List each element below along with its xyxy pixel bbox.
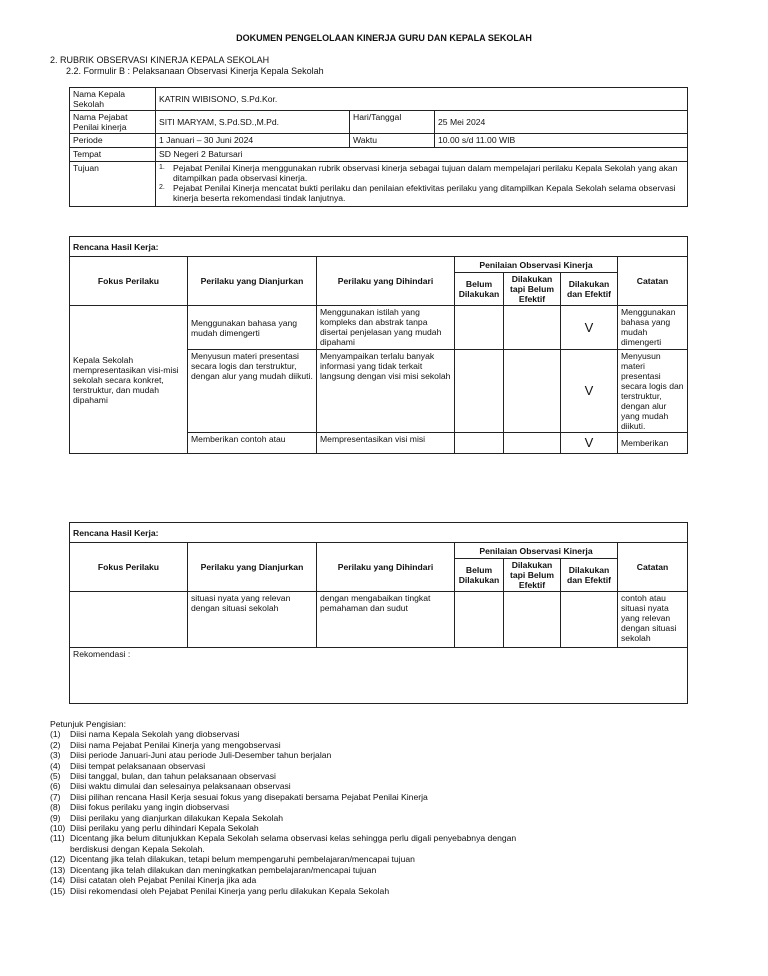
- tujuan-item: 2. Pejabat Penilai Kinerja mencatat bukti perilaku dan penilaian efektivitas perilaku yang ditampilkan Kepala Sekolah selama observasi kinerja beserta rekomendasi tindak lanjutnya.: [159, 183, 676, 203]
- waktu-label: Waktu: [350, 134, 435, 148]
- list-item: [50, 761, 550, 771]
- dianjurkan-cell: Menggunakan bahasa yang mudah dimengerti: [188, 306, 317, 350]
- list-item-number: (12): [50, 854, 66, 865]
- catatan-cell: Menggunakan bahasa yang mudah dimengerti: [618, 306, 688, 350]
- efektif-cell[interactable]: [561, 592, 618, 648]
- tempat-value: SD Negeri 2 Batursari: [156, 148, 688, 162]
- list-item-number: (11): [50, 833, 65, 844]
- belum-cell[interactable]: [455, 592, 504, 648]
- list-item: [50, 813, 550, 823]
- dianjurkan-cell: Memberikan contoh atau: [188, 433, 317, 454]
- fokus-cell: Kepala Sekolah mempresentasikan visi-misi sekolah secara konkret, terstruktur, dan mudah dipahami: [70, 306, 188, 454]
- list-item-number: (1): [50, 729, 61, 740]
- identity-table: [69, 87, 688, 207]
- catatan-header: Catatan: [618, 257, 688, 306]
- list-item-text: Diisi catatan oleh Pejabat Penilai Kinerja jika ada: [70, 875, 257, 886]
- tujuan-label: Tujuan: [70, 162, 156, 207]
- kepala-label: Nama Kepala Sekolah: [70, 88, 156, 111]
- rubric-table-1: [69, 236, 688, 454]
- table-row: [70, 592, 688, 648]
- belum-efektif-cell[interactable]: [504, 433, 561, 454]
- list-item: [50, 802, 550, 812]
- catatan-cell: Memberikan: [618, 433, 688, 454]
- list-item-number: (13): [50, 864, 66, 875]
- list-item-text: Diisi nama Kepala Sekolah yang diobservasi: [70, 729, 240, 740]
- list-item: [50, 792, 550, 802]
- list-item-text: Diisi perilaku yang dianjurkan dilakukan Kepala Sekolah: [70, 812, 284, 823]
- rekomendasi-field[interactable]: Rekomendasi :: [70, 648, 688, 704]
- belum-efektif-cell[interactable]: [504, 350, 561, 433]
- list-item-number: (6): [50, 781, 61, 792]
- list-item: [50, 750, 550, 760]
- dihindari-cell: Mempresentasikan visi misi: [317, 433, 455, 454]
- catatan-cell: Menyusun materi presentasi secara logis dan terstruktur, dengan alur yang mudah diikuti.: [618, 350, 688, 433]
- belum-efektif-cell[interactable]: [504, 592, 561, 648]
- list-item-text: Diisi pilihan rencana Hasil Kerja sesuai fokus yang disepakati bersama Pejabat Penilai Kinerja: [70, 791, 428, 802]
- periode-value: 1 Januari – 30 Juni 2024: [156, 134, 350, 148]
- hari-value: 25 Mei 2024: [435, 111, 688, 134]
- list-item-number: (10): [50, 823, 66, 834]
- list-item-text: Diisi tempat pelaksanaan observasi: [70, 760, 206, 771]
- list-item-text: Diisi waktu dimulai dan selesainya pelaksanaan observasi: [70, 781, 291, 792]
- pejabat-value: SITI MARYAM, S.Pd.SD.,M.Pd.: [156, 111, 350, 134]
- tujuan-item: 1. Pejabat Penilai Kinerja menggunakan rubrik observasi kinerja sebagai tujuan dalam mempelajari perilaku Kepala Sekolah yang akan ditampilkan pada observasi kinerja.: [159, 163, 678, 183]
- fokus-header: Fokus Perilaku: [70, 543, 188, 592]
- list-item: [50, 781, 550, 791]
- belum-cell[interactable]: [455, 433, 504, 454]
- section-heading: 2. RUBRIK OBSERVASI KINERJA KEPALA SEKOLAH: [50, 55, 270, 65]
- list-item-text: Diisi fokus perilaku yang ingin diobservasi: [70, 802, 230, 813]
- efektif-header: Dilakukan dan Efektif: [561, 273, 618, 306]
- list-item-text: Diisi nama Pejabat Penilai Kinerja yang mengobservasi: [70, 739, 281, 750]
- belum-efektif-cell[interactable]: [504, 306, 561, 350]
- belum-cell[interactable]: [455, 306, 504, 350]
- dihindari-header: Perilaku yang Dihindari: [317, 257, 455, 306]
- belum-header: Belum Dilakukan: [455, 559, 504, 592]
- list-item-number: (2): [50, 739, 61, 750]
- list-item-number: (4): [50, 760, 61, 771]
- pejabat-label: Nama Pejabat Penilai kinerja: [70, 111, 156, 134]
- dihindari-header: Perilaku yang Dihindari: [317, 543, 455, 592]
- dihindari-cell: Menyampaikan terlalu banyak informasi yang tidak terkait langsung dengan visi misi sekolah: [317, 350, 455, 433]
- tempat-label: Tempat: [70, 148, 156, 162]
- catatan-cell: contoh atau situasi nyata yang relevan dengan situasi sekolah: [618, 592, 688, 648]
- efektif-check[interactable]: V: [561, 306, 618, 350]
- list-item-number: (8): [50, 802, 61, 813]
- list-item: [50, 833, 550, 854]
- list-item: [50, 854, 550, 864]
- fokus-header: Fokus Perilaku: [70, 257, 188, 306]
- list-item-text: Dicentang jika telah dilakukan dan meningkatkan pembelajaran/mencapai tujuan: [70, 864, 377, 875]
- list-item-number: (9): [50, 812, 61, 823]
- petunjuk-title: Petunjuk Pengisian:: [50, 719, 126, 729]
- document-title: DOKUMEN PENGELOLAAN KINERJA GURU DAN KEPALA SEKOLAH: [236, 33, 532, 43]
- waktu-value: 10.00 s/d 11.00 WIB: [435, 134, 688, 148]
- efektif-check[interactable]: V: [561, 433, 618, 454]
- belum-header: Belum Dilakukan: [455, 273, 504, 306]
- list-item: [50, 875, 550, 885]
- list-item: [50, 740, 550, 750]
- list-item-number: (14): [50, 875, 66, 886]
- list-item-text: Diisi perilaku yang perlu dihindari Kepala Sekolah: [70, 823, 259, 834]
- table-row: [70, 306, 688, 350]
- dihindari-cell: dengan mengabaikan tingkat pemahaman dan sudut: [317, 592, 455, 648]
- dihindari-cell: Menggunakan istilah yang kompleks dan abstrak tanpa disertai penjelasan yang mudah dipahami: [317, 306, 455, 350]
- dianjurkan-cell: situasi nyata yang relevan dengan situasi sekolah: [188, 592, 317, 648]
- rubric-table-2: [69, 522, 688, 704]
- efektif-header: Dilakukan dan Efektif: [561, 559, 618, 592]
- list-item: [50, 729, 550, 739]
- list-item: [50, 771, 550, 781]
- penilaian-header: Penilaian Observasi Kinerja: [455, 257, 618, 273]
- dianjurkan-header: Perilaku yang Dianjurkan: [188, 543, 317, 592]
- list-item-text: Dicentang jika telah dilakukan, tetapi belum mempengaruhi pembelajaran/mencapai tujuan: [70, 854, 415, 865]
- periode-label: Periode: [70, 134, 156, 148]
- subsection-heading: 2.2. Formulir B : Pelaksanaan Observasi Kinerja Kepala Sekolah: [66, 66, 324, 76]
- list-item-text: Diisi rekomendasi oleh Pejabat Penilai Kinerja yang perlu dilakukan Kepala Sekolah: [70, 885, 390, 896]
- dianjurkan-cell: Menyusun materi presentasi secara logis dan terstruktur, dengan alur yang mudah diikuti.: [188, 350, 317, 433]
- list-item: [50, 823, 550, 833]
- rencana-label: Rencana Hasil Kerja:: [70, 237, 688, 257]
- list-item-number: (5): [50, 771, 61, 782]
- belum-cell[interactable]: [455, 350, 504, 433]
- tujuan-value: [156, 162, 688, 207]
- list-item-text: Dicentang jika belum ditunjukkan Kepala Sekolah selama observasi kelas sehingga perlu digali penyebabnya dengan berdiskusi dengan Kepala Sekolah.: [70, 833, 517, 854]
- penilaian-header: Penilaian Observasi Kinerja: [455, 543, 618, 559]
- list-item-number: (15): [50, 885, 66, 896]
- list-item-number: (7): [50, 791, 61, 802]
- kepala-value: KATRIN WIBISONO, S.Pd.Kor.: [156, 88, 688, 111]
- list-item-number: (3): [50, 750, 61, 761]
- list-item: [50, 865, 550, 875]
- belum-efektif-header: Dilakukan tapi Belum Efektif: [504, 559, 561, 592]
- dianjurkan-header: Perilaku yang Dianjurkan: [188, 257, 317, 306]
- belum-efektif-header: Dilakukan tapi Belum Efektif: [504, 273, 561, 306]
- catatan-header: Catatan: [618, 543, 688, 592]
- petunjuk-section: [50, 719, 550, 896]
- efektif-check[interactable]: V: [561, 350, 618, 433]
- rencana-label: Rencana Hasil Kerja:: [70, 523, 688, 543]
- list-item-text: Diisi periode Januari-Juni atau periode Juli-Desember tahun berjalan: [70, 750, 332, 761]
- list-item: [50, 886, 550, 896]
- list-item-text: Diisi tanggal, bulan, dan tahun pelaksanaan observasi: [70, 771, 276, 782]
- fokus-cell: [70, 592, 188, 648]
- hari-label: Hari/Tanggal: [350, 111, 435, 134]
